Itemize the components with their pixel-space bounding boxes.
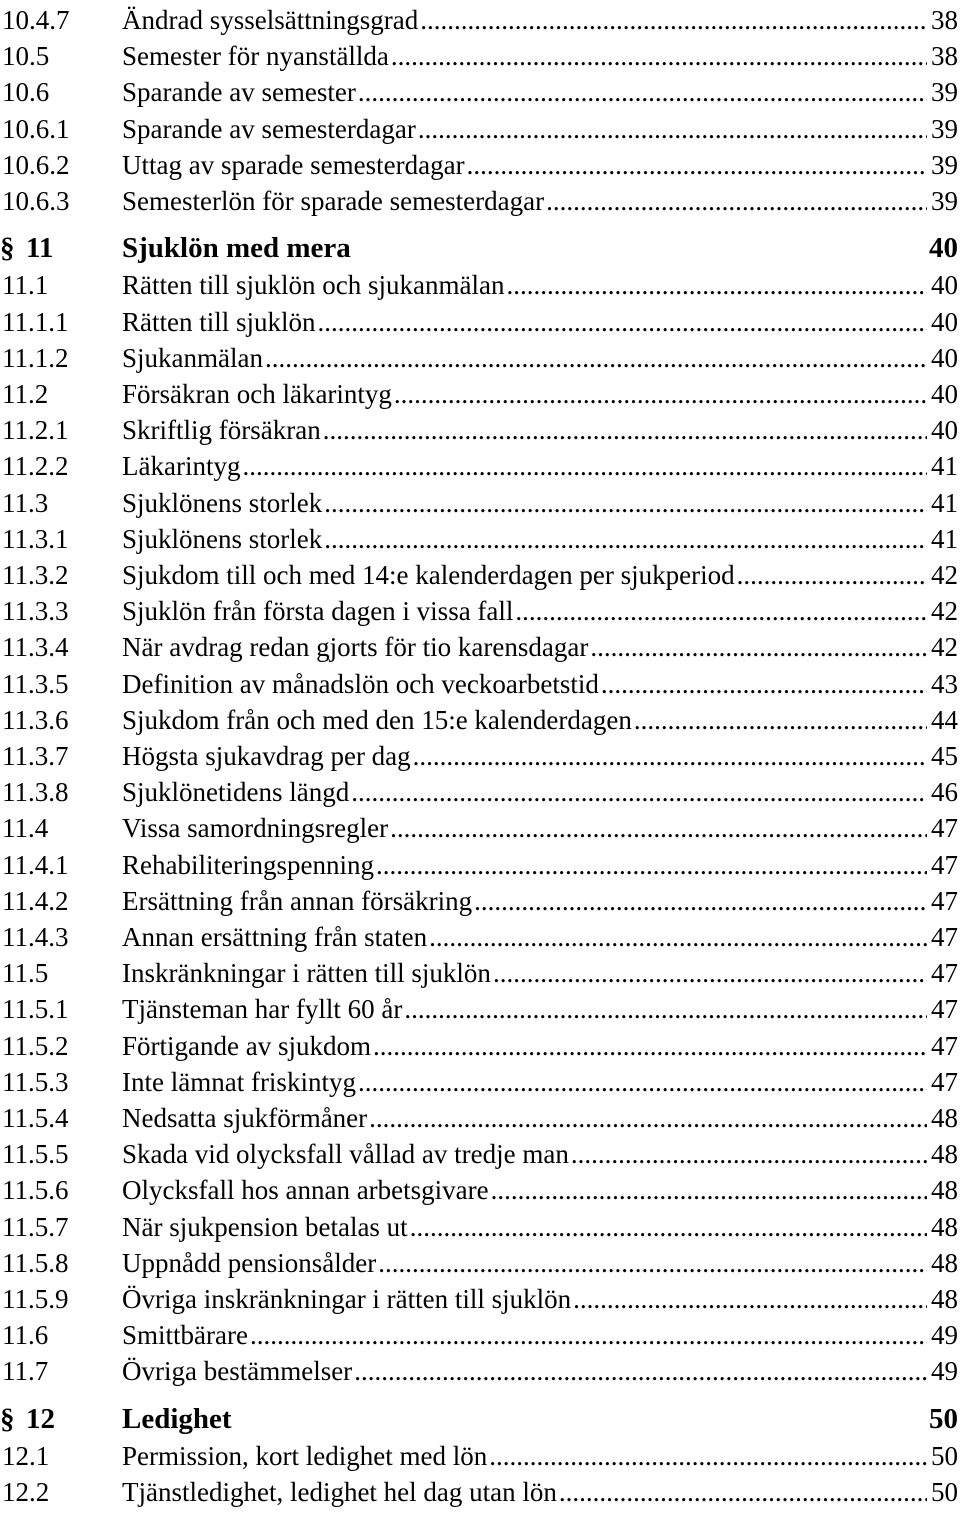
- toc-entry: [122, 774, 958, 810]
- toc-row[interactable]: [0, 1100, 958, 1136]
- toc-page-number[interactable]: 49: [931, 1356, 958, 1387]
- toc-number: 11.1.1: [2, 306, 69, 337]
- toc-page-number[interactable]: 41: [931, 487, 958, 518]
- dot-leader: [265, 340, 927, 376]
- toc-row[interactable]: [0, 702, 958, 738]
- toc-page-number[interactable]: 38: [931, 5, 958, 35]
- toc-row[interactable]: [0, 738, 958, 774]
- toc-entry: [122, 629, 958, 665]
- dot-leader: [376, 847, 927, 883]
- toc-title[interactable]: Semesterlön för sparade semesterdagar: [122, 186, 545, 216]
- toc-row[interactable]: [0, 1438, 958, 1474]
- toc-page-number[interactable]: 50: [929, 1402, 958, 1435]
- toc-entry: [122, 1209, 958, 1245]
- toc-entry: [122, 593, 958, 629]
- toc-number: 11.1.2: [2, 342, 69, 373]
- dot-leader: [634, 702, 927, 738]
- toc-row[interactable]: [0, 1353, 958, 1389]
- toc-page-number[interactable]: 47: [931, 1066, 958, 1097]
- toc-page-number[interactable]: 39: [931, 186, 958, 216]
- toc-number: 11.5.1: [2, 994, 69, 1025]
- chapter-number: 12: [26, 1402, 55, 1435]
- toc-row[interactable]: [0, 991, 958, 1027]
- toc-title[interactable]: Sjuklönetidens längd: [122, 777, 350, 808]
- toc-number: 11.5.3: [2, 1066, 69, 1097]
- dot-leader: [358, 74, 927, 110]
- toc-number: 11.3.2: [2, 560, 69, 590]
- dot-leader: [318, 304, 928, 340]
- toc-title[interactable]: Sjukanmälan: [122, 342, 263, 373]
- toc-number: 11.2: [2, 379, 49, 409]
- dot-leader: [351, 774, 927, 810]
- toc-entry: [122, 1136, 958, 1172]
- toc-title[interactable]: När avdrag redan gjorts för tio karensdagar: [122, 632, 589, 663]
- toc-entry: [122, 412, 958, 448]
- toc-title[interactable]: Tjänsteman har fyllt 60 år: [122, 994, 403, 1025]
- toc-title[interactable]: Sjuklön från första dagen i vissa fall: [122, 596, 514, 627]
- toc-number: 10.6.3: [2, 186, 70, 216]
- toc-page-number[interactable]: 48: [931, 1139, 958, 1170]
- toc-page-number[interactable]: 41: [931, 523, 958, 554]
- toc-title[interactable]: Ledighet: [122, 1402, 232, 1435]
- toc-page-number[interactable]: 47: [931, 922, 958, 952]
- toc-number: 10.6.1: [2, 113, 70, 144]
- dot-leader: [474, 883, 927, 919]
- toc-page-number[interactable]: 49: [931, 1320, 958, 1351]
- toc-title[interactable]: Sparande av semester: [122, 77, 356, 108]
- toc-number: 11.2.1: [2, 415, 69, 446]
- toc-number: 11.5.2: [2, 1030, 69, 1061]
- toc-page-number[interactable]: 43: [931, 668, 958, 699]
- toc-number: 11.6: [2, 1320, 49, 1351]
- toc-row[interactable]: [0, 448, 958, 484]
- toc-number: 11.5.5: [2, 1139, 69, 1170]
- toc-title[interactable]: Övriga inskränkningar i rätten till sjuklön: [122, 1284, 572, 1314]
- toc-number: 11.5.7: [2, 1211, 69, 1242]
- dot-leader: [506, 267, 927, 303]
- toc-entry: [122, 883, 958, 919]
- toc-row[interactable]: [0, 1136, 958, 1172]
- toc-title[interactable]: Rätten till sjuklön: [122, 306, 316, 337]
- toc-title[interactable]: När sjukpension betalas ut: [122, 1211, 408, 1242]
- toc-page-number[interactable]: 50: [931, 1440, 958, 1471]
- dot-leader: [491, 1172, 927, 1208]
- toc-number: 11.4.2: [2, 885, 69, 916]
- toc-title[interactable]: Förtigande av sjukdom: [122, 1030, 371, 1061]
- toc-number: 11.3.5: [2, 668, 69, 699]
- toc-row[interactable]: [0, 521, 958, 557]
- toc-number: 10.4.7: [2, 5, 70, 35]
- toc-title[interactable]: Övriga bestämmelser: [122, 1356, 353, 1387]
- toc-number: 11.3: [2, 487, 49, 518]
- toc-page-number[interactable]: 39: [931, 113, 958, 144]
- toc-entry: [122, 38, 958, 74]
- toc-entry: [122, 448, 958, 484]
- toc-page-number[interactable]: 44: [931, 704, 958, 735]
- toc-row[interactable]: [0, 1064, 958, 1100]
- toc-entry: [122, 738, 958, 774]
- toc-number: 10.5: [2, 41, 50, 72]
- toc-row[interactable]: [0, 955, 958, 991]
- toc-row[interactable]: [0, 1281, 958, 1317]
- chapter-number: 11: [26, 232, 54, 265]
- toc-page-number[interactable]: 40: [931, 379, 958, 409]
- toc-title[interactable]: Skriftlig försäkran: [122, 415, 321, 446]
- toc-title[interactable]: Sjukdom till och med 14:e kalenderdagen per sjukperiod: [122, 560, 735, 590]
- toc-title[interactable]: Vissa samordningsregler: [122, 813, 389, 844]
- toc-row[interactable]: [0, 147, 958, 183]
- toc-page-number[interactable]: 47: [931, 813, 958, 844]
- toc-entry: [122, 991, 958, 1027]
- toc-title[interactable]: Sparande av semesterdagar: [122, 113, 416, 144]
- toc-entry: [122, 955, 958, 991]
- dot-leader: [354, 1353, 927, 1389]
- toc-title[interactable]: Läkarintyg: [122, 451, 241, 482]
- dot-leader: [324, 485, 927, 521]
- dot-leader: [573, 1281, 927, 1317]
- toc-number: 11.3.3: [2, 596, 69, 627]
- dot-leader: [369, 1100, 927, 1136]
- dot-leader: [559, 1474, 927, 1510]
- toc-entry: [122, 111, 958, 147]
- toc-entry: [122, 147, 958, 183]
- toc-number: 11.3.1: [2, 523, 69, 554]
- toc-entry: [122, 1281, 958, 1317]
- toc-entry: [122, 1353, 958, 1389]
- toc-page-number[interactable]: 50: [931, 1477, 958, 1507]
- toc-entry: [122, 702, 958, 738]
- toc-page-number[interactable]: 40: [931, 270, 958, 301]
- dot-leader: [410, 1209, 927, 1245]
- dot-leader: [324, 521, 927, 557]
- toc-number: 10.6.2: [2, 149, 70, 180]
- dot-leader: [420, 2, 927, 38]
- toc-entry: [122, 666, 958, 702]
- toc-title[interactable]: Smittbärare: [122, 1320, 248, 1351]
- toc-title[interactable]: Ändrad sysselsättningsgrad: [122, 5, 419, 35]
- dot-leader: [390, 810, 927, 846]
- toc-entry: [122, 376, 958, 412]
- toc-row[interactable]: [0, 267, 958, 303]
- toc-title[interactable]: Annan ersättning från staten: [122, 922, 428, 952]
- toc-number: 11.3.4: [2, 632, 69, 663]
- toc-title[interactable]: Definition av månadslön och veckoarbetstid: [122, 668, 599, 699]
- toc-title[interactable]: Sjuklön med mera: [122, 232, 351, 265]
- toc-row[interactable]: [0, 1317, 958, 1353]
- toc-page-number[interactable]: 47: [931, 885, 958, 916]
- toc-title[interactable]: Skada vid olycksfall vållad av tredje man: [122, 1139, 569, 1170]
- toc-entry: [122, 919, 958, 955]
- toc-number: 12.2: [2, 1477, 50, 1507]
- toc-page-number[interactable]: 42: [931, 596, 958, 627]
- toc-chapter-row[interactable]: [0, 230, 958, 266]
- dot-leader: [489, 1438, 927, 1474]
- toc-number: 11.4: [2, 813, 49, 844]
- toc-number: 11.7: [2, 1356, 49, 1387]
- toc-entry: [122, 1317, 958, 1353]
- dot-leader: [413, 738, 927, 774]
- toc-row[interactable]: [0, 666, 958, 702]
- dot-leader: [467, 147, 927, 183]
- toc-page-number[interactable]: 48: [931, 1211, 958, 1242]
- toc-row[interactable]: [0, 1209, 958, 1245]
- toc-entry: [122, 847, 958, 883]
- toc-page-number[interactable]: 40: [931, 342, 958, 373]
- toc-page-number[interactable]: 42: [931, 560, 958, 590]
- toc-page-number[interactable]: 47: [931, 994, 958, 1025]
- toc-entry: [122, 521, 958, 557]
- toc-page-number[interactable]: 40: [931, 306, 958, 337]
- dot-leader: [391, 38, 927, 74]
- dot-leader: [418, 111, 927, 147]
- toc-page-number[interactable]: 48: [931, 1175, 958, 1206]
- dot-leader: [358, 1064, 927, 1100]
- toc-row[interactable]: [0, 629, 958, 665]
- dot-leader: [590, 629, 927, 665]
- toc-entry: [122, 230, 958, 266]
- dot-leader: [546, 183, 927, 219]
- toc-title[interactable]: Tjänstledighet, ledighet hel dag utan lön: [122, 1477, 557, 1507]
- toc-row[interactable]: [0, 1028, 958, 1064]
- toc-row[interactable]: [0, 2, 958, 38]
- toc-row[interactable]: [0, 304, 958, 340]
- toc-page-number[interactable]: 48: [931, 1247, 958, 1278]
- toc-title[interactable]: Ersättning från annan försäkring: [122, 885, 473, 916]
- toc-row[interactable]: [0, 557, 958, 593]
- toc-row[interactable]: [0, 919, 958, 955]
- toc-number: 11.1: [2, 270, 49, 301]
- toc-number: 11.5.9: [2, 1284, 69, 1314]
- toc-title[interactable]: Nedsatta sjukförmåner: [122, 1103, 368, 1133]
- toc-page-number[interactable]: 48: [931, 1284, 958, 1314]
- toc-title[interactable]: Uttag av sparade semesterdagar: [122, 149, 465, 180]
- toc-number: 10.6: [2, 77, 50, 108]
- toc-entry: [122, 183, 958, 219]
- dot-leader: [404, 991, 927, 1027]
- toc-number: 11.5.8: [2, 1247, 69, 1278]
- toc-entry: [122, 304, 958, 340]
- toc-title[interactable]: Sjuklönens storlek: [122, 523, 323, 554]
- toc-page-number[interactable]: 45: [931, 741, 958, 771]
- toc-chapter-row[interactable]: [0, 1401, 958, 1437]
- toc-entry: [122, 485, 958, 521]
- toc-number: 11.3.6: [2, 704, 69, 735]
- toc-page-number[interactable]: 38: [931, 41, 958, 72]
- toc-row[interactable]: [0, 1245, 958, 1281]
- section-sign: §: [0, 232, 15, 265]
- toc-title[interactable]: Rätten till sjuklön och sjukanmälan: [122, 270, 505, 301]
- toc-entry: [122, 1100, 958, 1136]
- toc-entry: [122, 1438, 958, 1474]
- dot-leader: [737, 557, 927, 593]
- toc-page-number[interactable]: 47: [931, 958, 958, 989]
- toc-row[interactable]: [0, 38, 958, 74]
- toc-row[interactable]: [0, 774, 958, 810]
- toc-title[interactable]: Olycksfall hos annan arbetsgivare: [122, 1175, 489, 1206]
- toc-row[interactable]: [0, 74, 958, 110]
- toc-page-number[interactable]: 48: [931, 1103, 958, 1133]
- toc-title[interactable]: Uppnådd pensionsålder: [122, 1247, 377, 1278]
- toc-page-number[interactable]: 40: [931, 415, 958, 446]
- toc-number: 11.4.1: [2, 849, 69, 880]
- toc-row[interactable]: [0, 1172, 958, 1208]
- toc-title[interactable]: Sjuklönens storlek: [122, 487, 323, 518]
- toc-page-number[interactable]: 39: [931, 149, 958, 180]
- toc-number: 11.5.4: [2, 1103, 69, 1133]
- toc-page-number[interactable]: 47: [931, 849, 958, 880]
- dot-leader: [323, 412, 927, 448]
- toc-entry: [122, 1172, 958, 1208]
- toc-number: [0, 1401, 55, 1437]
- toc-title[interactable]: Inskränkningar i rätten till sjuklön: [122, 958, 491, 989]
- toc-entry: [122, 1064, 958, 1100]
- toc-row[interactable]: [0, 810, 958, 846]
- toc-number: 11.3.7: [2, 741, 69, 771]
- toc-entry: [122, 1028, 958, 1064]
- toc-entry: [122, 2, 958, 38]
- toc-title[interactable]: Sjukdom från och med den 15:e kalenderdagen: [122, 704, 632, 735]
- toc-entry: [122, 810, 958, 846]
- toc-page-number[interactable]: 40: [929, 232, 958, 265]
- toc-entry: [122, 557, 958, 593]
- toc-number: 11.5: [2, 958, 49, 989]
- toc-title[interactable]: Semester för nyanställda: [122, 41, 389, 72]
- dot-leader: [242, 448, 927, 484]
- toc-title[interactable]: Högsta sjukavdrag per dag: [122, 741, 411, 771]
- toc-row[interactable]: [0, 1474, 958, 1510]
- toc-row[interactable]: [0, 593, 958, 629]
- toc-title[interactable]: Rehabiliteringspenning: [122, 849, 374, 880]
- toc-row[interactable]: [0, 485, 958, 521]
- toc-entry: [122, 1474, 958, 1510]
- toc-page-number[interactable]: 39: [931, 77, 958, 108]
- toc-page-number[interactable]: 41: [931, 451, 958, 482]
- toc-row[interactable]: [0, 376, 958, 412]
- toc-number: [0, 230, 53, 266]
- toc-title[interactable]: Försäkran och läkarintyg: [122, 379, 392, 409]
- toc-number: 11.4.3: [2, 922, 69, 952]
- dot-leader: [429, 919, 927, 955]
- toc-entry: [122, 74, 958, 110]
- toc-page-number[interactable]: 47: [931, 1030, 958, 1061]
- dot-leader: [373, 1028, 927, 1064]
- section-sign: §: [0, 1402, 15, 1435]
- toc-row[interactable]: [0, 847, 958, 883]
- toc-number: 12.1: [2, 1440, 50, 1471]
- toc-row[interactable]: [0, 340, 958, 376]
- dot-leader: [515, 593, 927, 629]
- toc-entry: [122, 267, 958, 303]
- toc-page-number[interactable]: 46: [931, 777, 958, 808]
- toc-row[interactable]: [0, 883, 958, 919]
- dot-leader: [493, 955, 927, 991]
- toc-row[interactable]: [0, 183, 958, 219]
- toc-row[interactable]: [0, 412, 958, 448]
- toc-title[interactable]: Permission, kort ledighet med lön: [122, 1440, 488, 1471]
- dot-leader: [571, 1136, 927, 1172]
- toc-entry: [122, 340, 958, 376]
- toc-entry: [122, 1245, 958, 1281]
- toc-number: 11.5.6: [2, 1175, 69, 1206]
- dot-leader: [394, 376, 927, 412]
- toc-title[interactable]: Inte lämnat friskintyg: [122, 1066, 356, 1097]
- toc-number: 11.2.2: [2, 451, 69, 482]
- dot-leader: [250, 1317, 927, 1353]
- dot-leader: [601, 666, 927, 702]
- toc-entry: [122, 1401, 958, 1437]
- toc-number: 11.3.8: [2, 777, 69, 808]
- dot-leader: [378, 1245, 927, 1281]
- toc-page-number[interactable]: 42: [931, 632, 958, 663]
- toc-row[interactable]: [0, 111, 958, 147]
